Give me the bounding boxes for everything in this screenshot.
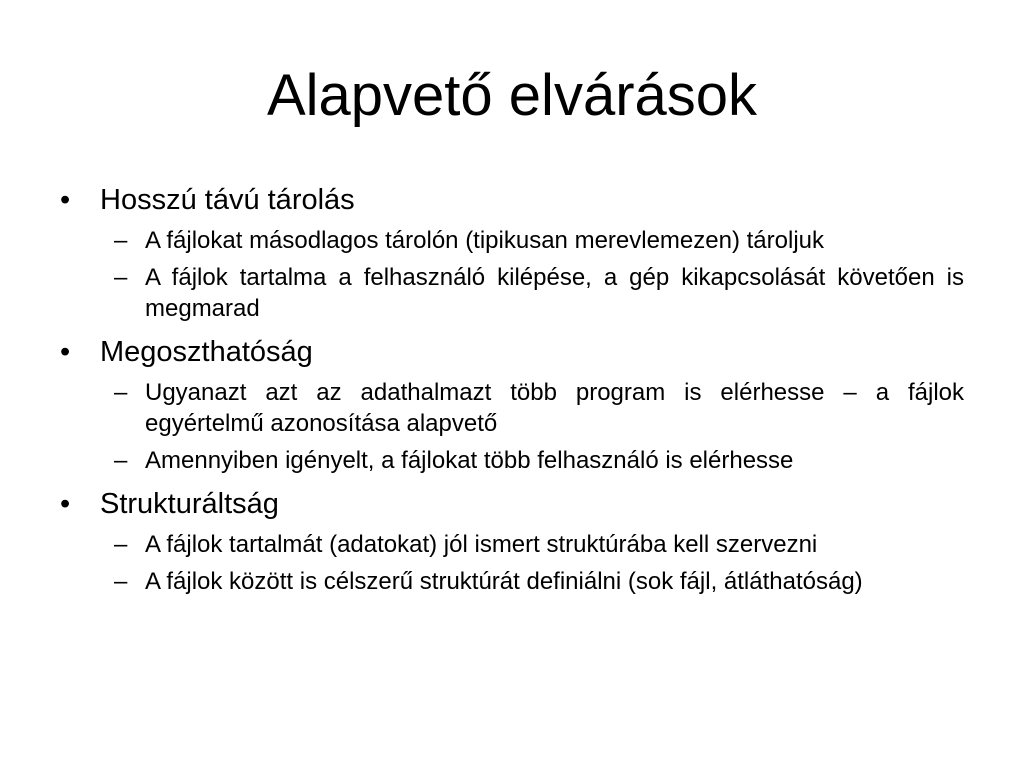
sub-item — [60, 377, 964, 439]
slide-title: Alapvető elvárások — [266, 63, 758, 128]
sub-text: A fájlokat másodlagos tárolón (tipikusan merevlemezen) tároljuk — [145, 227, 824, 254]
dash-marker: – — [114, 227, 128, 254]
dash-marker: – — [114, 568, 128, 595]
sub-text: Amennyiben igényelt, a fájlokat több felhasználó is elérhesse — [145, 447, 794, 474]
sub-item — [60, 529, 964, 560]
bullet-item — [60, 484, 964, 524]
dash-marker: – — [114, 447, 128, 474]
bullet-group-1 — [60, 180, 964, 324]
sub-text: A fájlok tartalmát (adatokat) jól ismert struktúrába kell szervezni — [145, 531, 818, 558]
bullet-item — [60, 180, 964, 220]
dash-marker: – — [114, 531, 128, 558]
sub-item — [60, 445, 964, 476]
sub-list — [60, 377, 964, 476]
sub-item — [60, 225, 964, 256]
sub-item — [60, 566, 964, 597]
sub-list — [60, 529, 964, 597]
dash-marker: – — [114, 379, 128, 406]
bullet-group-2 — [60, 332, 964, 476]
sub-text: A fájlok között is célszerű struktúrát definiálni (sok fájl, átláthatóság) — [145, 568, 863, 595]
sub-item — [60, 262, 964, 324]
bullet-text: Megoszthatóság — [100, 336, 313, 368]
dash-marker: – — [114, 264, 128, 291]
sub-list — [60, 225, 964, 324]
bullet-marker: • — [60, 488, 71, 520]
bullet-text: Strukturáltság — [100, 488, 279, 520]
sub-text: Ugyanazt azt az adathalmazt több program is elérhesse – a fájlok egyértelmű azonosítása alapvető — [145, 379, 964, 437]
slide-content — [60, 180, 964, 605]
bullet-group-3 — [60, 484, 964, 597]
sub-text: A fájlok tartalma a felhasználó kilépése, a gép kikapcsolását követően is megmarad — [145, 264, 964, 322]
bullet-marker: • — [60, 336, 71, 368]
bullet-item — [60, 332, 964, 372]
bullet-text: Hosszú távú tárolás — [100, 184, 355, 216]
bullet-marker: • — [60, 184, 71, 216]
